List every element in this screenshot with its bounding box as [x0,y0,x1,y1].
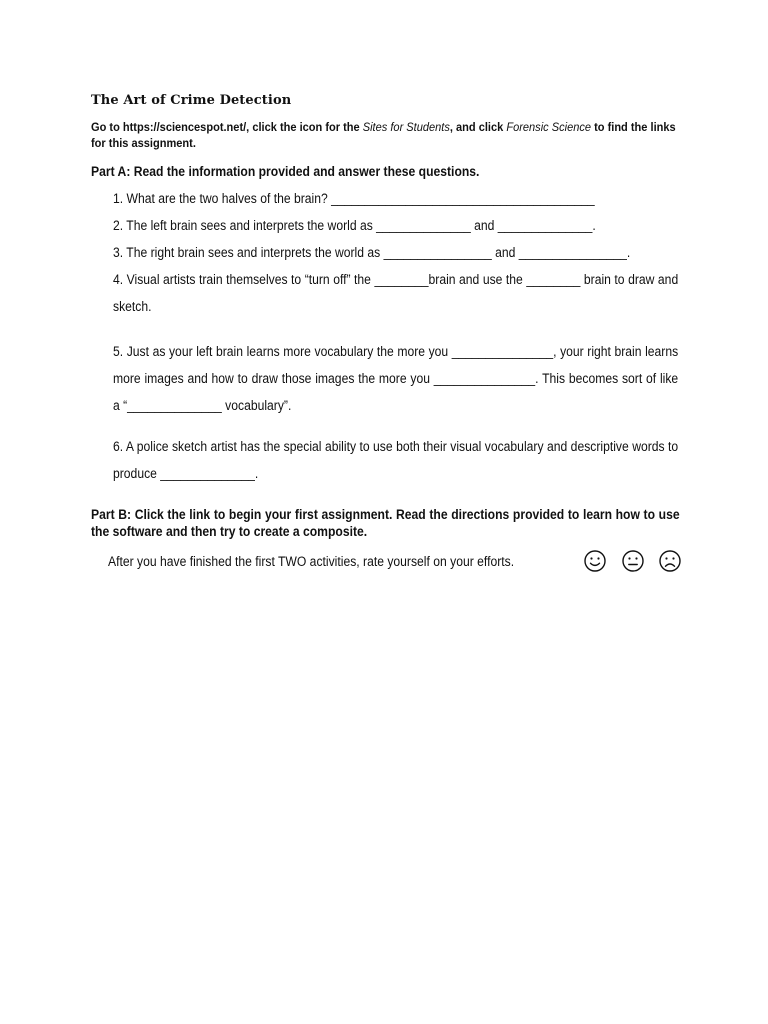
smiley-face-icon[interactable] [583,549,607,573]
question-2: 2. The left brain sees and interprets the world as ______________ and ______________. [113,218,596,233]
intro-italic-sites: Sites for Students [362,120,450,134]
neutral-face-icon[interactable] [621,549,645,573]
part-a-heading: Part A: Read the information provided and answer these questions. [91,164,480,179]
part-b-heading: Part B: Click the link to begin your first assignment. Read the directions provided to learn how to use the software and then try to create a composite. [91,507,680,539]
question-3: 3. The right brain sees and interprets the world as ________________ and ________________. [113,245,631,260]
page-title: The Art of Crime Detection [91,93,292,108]
question-1: 1. What are the two halves of the brain? _______________________________________ [113,191,595,206]
question-6: 6. A police sketch artist has the special ability to use both their visual vocabulary and descriptive words to produce ______________. [113,439,679,481]
rating-faces [583,549,685,575]
frowning-face-icon[interactable] [658,549,682,573]
intro-text-2: , and click [449,120,507,134]
question-4: 4. Visual artists train themselves to “turn off” the ________brain and use the ________ brain to draw and sketch. [113,272,679,314]
question-5: 5. Just as your left brain learns more vocabulary the more you _______________, your right brain learns more images and how to draw those images the more you _______________. This becomes sort of like a “______________ vocabulary”. [113,344,679,413]
intro-italic-forensic: Forensic Science [506,120,592,134]
intro-text-3: to find the links for this assignment. [91,120,676,150]
intro-text-1: Go to https://sciencespot.net/, click the icon for the [91,120,363,134]
rating-prompt: After you have finished the first TWO activities, rate yourself on your efforts. [108,554,515,569]
intro-instructions [91,119,681,151]
